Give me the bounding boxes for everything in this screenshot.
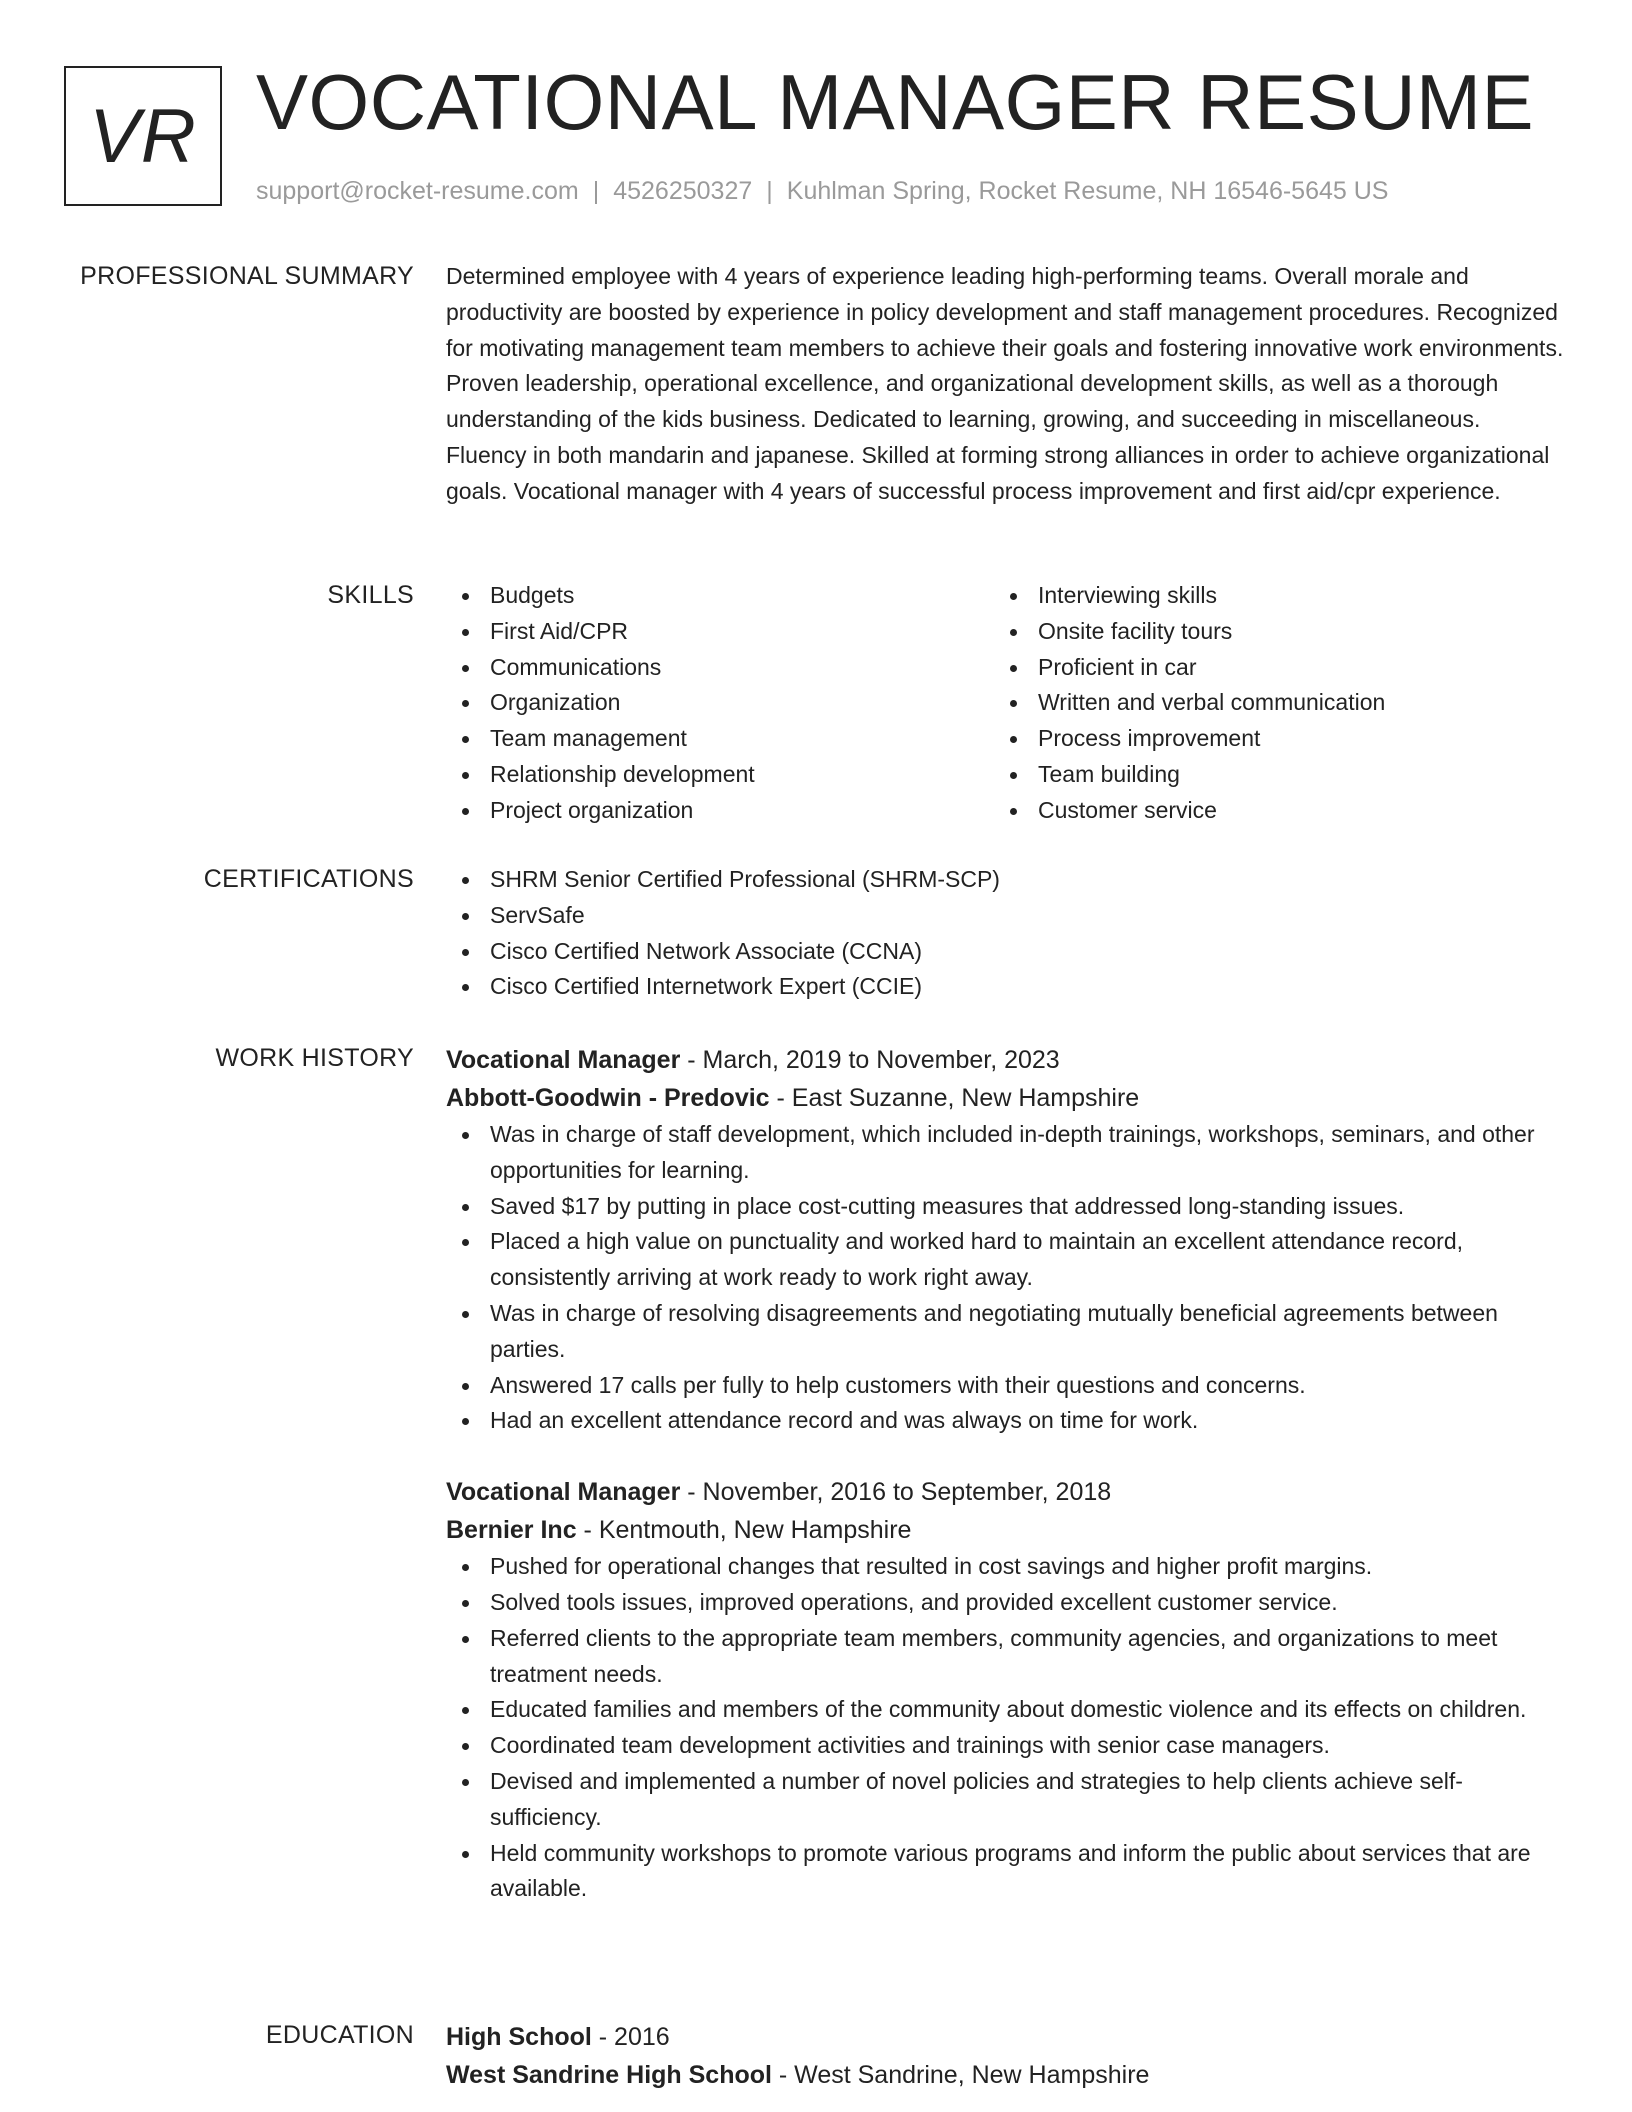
job-dates: - November, 2016 to September, 2018 bbox=[680, 1478, 1112, 1507]
skill-item: Project organization bbox=[446, 793, 994, 829]
job-bullet: Was in charge of staff development, which included in-depth trainings, workshops, seminars, and other opportunities for learning. bbox=[446, 1117, 1566, 1189]
job-bullet: Had an excellent attendance record and was always on time for work. bbox=[446, 1403, 1566, 1439]
job-bullet: Saved $17 by putting in place cost-cutting measures that addressed long-standing issues. bbox=[446, 1189, 1566, 1225]
page-title: VOCATIONAL MANAGER RESUME bbox=[256, 58, 1535, 146]
job-bullet: Educated families and members of the community about domestic violence and its effects on children. bbox=[446, 1692, 1566, 1728]
section-label-summary: PROFESSIONAL SUMMARY bbox=[80, 262, 414, 290]
contact-separator: | bbox=[766, 177, 773, 205]
skill-item: Onsite facility tours bbox=[994, 614, 1542, 650]
job-bullet: Pushed for operational changes that resulted in cost savings and higher profit margins. bbox=[446, 1549, 1566, 1585]
certification-item: Cisco Certified Internetwork Expert (CCIE) bbox=[446, 969, 1566, 1005]
job-bullet: Held community workshops to promote various programs and inform the public about services that are available. bbox=[446, 1836, 1566, 1908]
contact-separator: | bbox=[592, 177, 600, 205]
certifications-list bbox=[446, 862, 1566, 1005]
job-title-line bbox=[446, 1041, 1566, 1079]
skill-item: Written and verbal communication bbox=[994, 685, 1542, 721]
job-bullets bbox=[446, 1549, 1566, 1907]
section-label-certifications: CERTIFICATIONS bbox=[203, 865, 414, 893]
contact-address: Kuhlman Spring, Rocket Resume, NH 16546-5645 US bbox=[786, 177, 1389, 205]
job-company-line bbox=[446, 1079, 1566, 1117]
skill-item: Interviewing skills bbox=[994, 578, 1542, 614]
job-location: - East Suzanne, New Hampshire bbox=[769, 1084, 1140, 1112]
contact-line bbox=[256, 174, 1388, 208]
summary-text: Determined employee with 4 years of experience leading high-performing teams. Overall morale and productivity are boosted by experience in policy development and staff management procedures. Recognized for motivating management team members to achieve their goals and fostering innovative work environments. Proven leadership, operational excellence, and organizational development skills, as well as a thorough understanding of the kids business. Dedicated to learning, growing, and succeeding in miscellaneous. Fluency in both mandarin and japanese. Skilled at forming strong alliances in order to achieve organizational goals. Vocational manager with 4 years of successful process improvement and first aid/cpr experience. bbox=[446, 263, 1564, 504]
job-bullet: Was in charge of resolving disagreements and negotiating mutually beneficial agreements between parties. bbox=[446, 1296, 1566, 1368]
education-location: - West Sandrine, New Hampshire bbox=[771, 2061, 1150, 2089]
skill-item: Customer service bbox=[994, 793, 1542, 829]
contact-phone[interactable]: 4526250327 bbox=[613, 177, 753, 205]
job-title-line bbox=[446, 1473, 1566, 1511]
skills-list-left bbox=[446, 578, 994, 829]
job-entry bbox=[446, 1041, 1566, 1439]
job-entry bbox=[446, 1473, 1566, 1907]
skill-item: Organization bbox=[446, 685, 994, 721]
job-bullet: Referred clients to the appropriate team members, community agencies, and organizations to meet treatment needs. bbox=[446, 1621, 1566, 1693]
job-company-line bbox=[446, 1511, 1566, 1549]
skill-item: Budgets bbox=[446, 578, 994, 614]
skill-item: Team building bbox=[994, 757, 1542, 793]
job-bullet: Coordinated team development activities and trainings with senior case managers. bbox=[446, 1728, 1566, 1764]
job-bullet: Solved tools issues, improved operations, and provided excellent customer service. bbox=[446, 1585, 1566, 1621]
contact-email[interactable]: support@rocket-resume.com bbox=[256, 177, 579, 205]
education-school: West Sandrine High School bbox=[446, 2061, 772, 2089]
monogram-logo: VR bbox=[64, 66, 222, 206]
job-title: Vocational Manager bbox=[446, 1046, 681, 1074]
job-title: Vocational Manager bbox=[446, 1478, 681, 1507]
job-bullet: Devised and implemented a number of novel policies and strategies to help clients achieve self-sufficiency. bbox=[446, 1764, 1566, 1836]
skill-item: Relationship development bbox=[446, 757, 994, 793]
certification-item: SHRM Senior Certified Professional (SHRM-SCP) bbox=[446, 862, 1566, 898]
job-bullet: Answered 17 calls per fully to help customers with their questions and concerns. bbox=[446, 1368, 1566, 1404]
section-label-work-history: WORK HISTORY bbox=[215, 1044, 414, 1072]
skill-item: First Aid/CPR bbox=[446, 614, 994, 650]
job-company: Bernier Inc bbox=[446, 1516, 577, 1545]
section-label-skills: SKILLS bbox=[327, 581, 414, 609]
certification-item: Cisco Certified Network Associate (CCNA) bbox=[446, 934, 1566, 970]
education-year: - 2016 bbox=[591, 2023, 670, 2051]
skills-list-right bbox=[994, 578, 1542, 829]
skill-item: Process improvement bbox=[994, 721, 1542, 757]
education-school-line bbox=[446, 2056, 1566, 2094]
job-company: Abbott-Goodwin - Predovic bbox=[446, 1084, 770, 1112]
resume-header bbox=[0, 0, 1632, 230]
job-dates: - March, 2019 to November, 2023 bbox=[680, 1046, 1060, 1074]
certification-item: ServSafe bbox=[446, 898, 1566, 934]
skill-item: Communications bbox=[446, 650, 994, 686]
skill-item: Proficient in car bbox=[994, 650, 1542, 686]
job-bullets bbox=[446, 1117, 1566, 1439]
skill-item: Team management bbox=[446, 721, 994, 757]
education-degree-line bbox=[446, 2018, 1566, 2056]
education-degree: High School bbox=[446, 2023, 592, 2051]
job-bullet: Placed a high value on punctuality and worked hard to maintain an excellent attendance record, consistently arriving at work ready to work right away. bbox=[446, 1224, 1566, 1296]
job-location: - Kentmouth, New Hampshire bbox=[576, 1516, 912, 1545]
section-label-education: EDUCATION bbox=[265, 2021, 414, 2049]
